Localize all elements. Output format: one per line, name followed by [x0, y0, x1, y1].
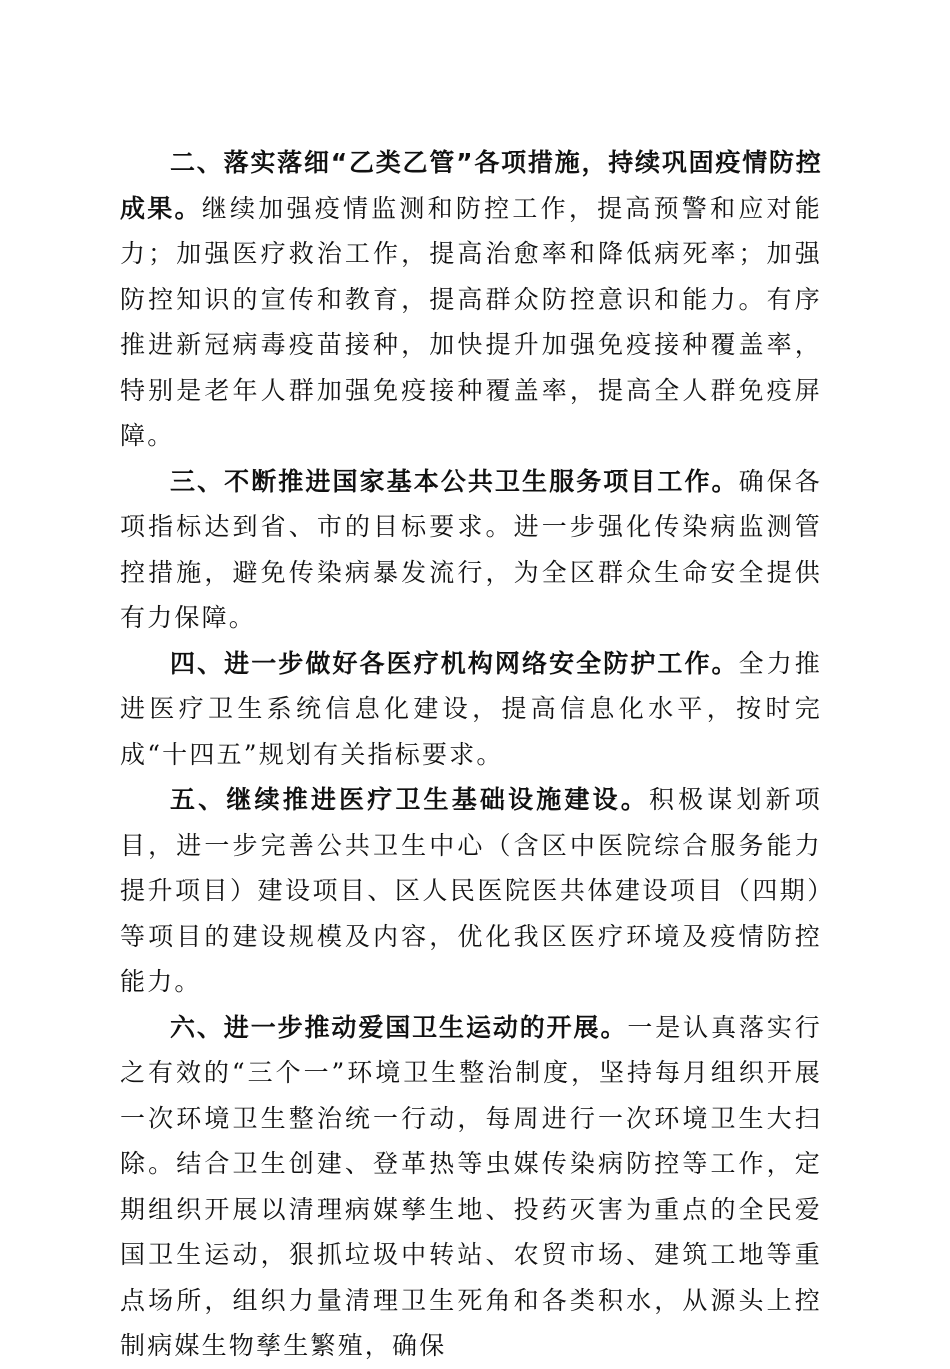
section-heading-6: 六、进一步推动爱国卫生运动的开展。 [170, 1012, 628, 1042]
paragraph-epidemic-control [120, 140, 822, 459]
paragraph-infrastructure [120, 777, 822, 1005]
paragraph-patriotic-health [120, 1005, 822, 1369]
section-heading-3: 三、不断推进国家基本公共卫生服务项目工作。 [170, 466, 739, 496]
document-page [120, 140, 822, 1369]
section-body-3: 确保各项指标达到省、市的目标要求。进一步强化传染病监测管控措施，避免传染病暴发流行，为全区群众生命安全提供有力保障。 [120, 466, 822, 632]
section-heading-4: 四、进一步做好各医疗机构网络安全防护工作。 [170, 648, 739, 678]
paragraph-public-health-service [120, 459, 822, 641]
paragraph-network-security [120, 641, 822, 778]
section-heading-2: 二、落实落细“乙类乙管”各项措施，持续巩固疫情防控成果。 [120, 148, 822, 223]
section-body-6: 一是认真落实行之有效的“三个一”环境卫生整治制度，坚持每月组织开展一次环境卫生整治统一行动，每周进行一次环境卫生大扫除。结合卫生创建、登革热等虫媒传染病防控等工作，定期组织开展以清理病媒孳生地、投药灭害为重点的全民爱国卫生运动，狠抓垃圾中转站、农贸市场、建筑工地等重点场所，组织力量清理卫生死角和各类积水，从源头上控制病媒生物孳生繁殖，确保 [120, 1012, 822, 1360]
section-body-2: 继续加强疫情监测和防控工作，提高预警和应对能力；加强医疗救治工作，提高治愈率和降低病死率；加强防控知识的宣传和教育，提高群众防控意识和能力。有序推进新冠病毒疫苗接种，加快提升加强免疫接种覆盖率，特别是老年人群加强免疫接种覆盖率，提高全人群免疫屏障。 [120, 193, 822, 450]
section-body-4: 全力推进医疗卫生系统信息化建设，提高信息化水平，按时完成“十四五”规划有关指标要求。 [120, 648, 822, 769]
section-body-5: 积极谋划新项目，进一步完善公共卫生中心（含区中医院综合服务能力提升项目）建设项目、区人民医院医共体建设项目（四期）等项目的建设规模及内容，优化我区医疗环境及疫情防控能力。 [120, 785, 822, 996]
section-heading-5: 五、继续推进医疗卫生基础设施建设。 [170, 785, 649, 814]
